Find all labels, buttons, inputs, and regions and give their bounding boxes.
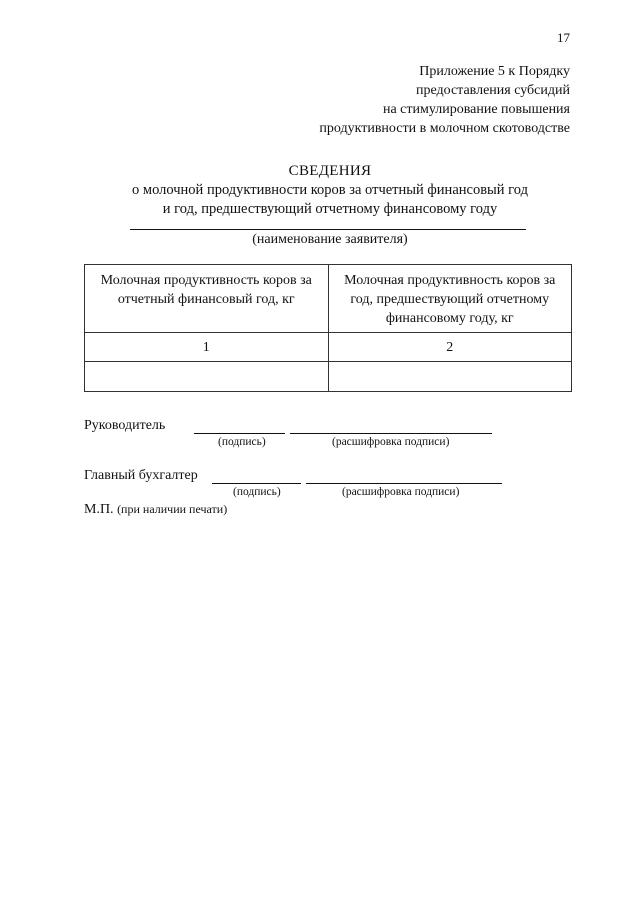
column-header-previous-year: Молочная продуктивность коров за год, предшествующий отчетному финансовому году, кг xyxy=(328,265,572,333)
column-number-1: 1 xyxy=(85,333,329,362)
document-title: СВЕДЕНИЯ xyxy=(288,163,372,179)
stamp-placeholder xyxy=(84,502,227,518)
applicant-caption: (наименование заявителя) xyxy=(252,232,408,247)
accountant-decryption-line[interactable] xyxy=(306,483,502,484)
appendix-line: на стимулирование повышения xyxy=(382,102,570,117)
table-header-row xyxy=(85,265,572,333)
document-title-block xyxy=(80,162,580,219)
column-number-2: 2 xyxy=(328,333,572,362)
head-decryption-line[interactable] xyxy=(290,433,492,434)
accountant-signature-caption: (подпись) xyxy=(233,486,281,498)
previous-year-value-cell[interactable] xyxy=(328,362,572,392)
appendix-reference xyxy=(250,62,570,138)
stamp-note: (при наличии печати) xyxy=(117,502,228,516)
accountant-decryption-caption: (расшифровка подписи) xyxy=(342,486,460,498)
table-column-numbers-row xyxy=(85,333,572,362)
column-header-reporting-year: Молочная продуктивность коров за отчетный финансовый год, кг xyxy=(85,265,329,333)
stamp-label: М.П. xyxy=(84,502,114,517)
document-subtitle-line-2: и год, предшествующий отчетному финансовому году xyxy=(162,201,498,217)
milk-productivity-table xyxy=(84,264,572,392)
reporting-year-value-cell[interactable] xyxy=(85,362,329,392)
accountant-signature-line[interactable] xyxy=(212,483,301,484)
appendix-line: предоставления субсидий xyxy=(415,83,570,98)
head-label: Руководитель xyxy=(84,418,166,433)
table-row xyxy=(85,362,572,392)
head-signature-caption: (подпись) xyxy=(218,436,266,448)
applicant-name-field[interactable] xyxy=(130,229,526,230)
appendix-line: продуктивности в молочном скотоводстве xyxy=(319,121,570,136)
page-number: 17 xyxy=(557,30,570,45)
chief-accountant-label: Главный бухгалтер xyxy=(84,468,198,483)
document-subtitle-line-1: о молочной продуктивности коров за отчетный финансовый год xyxy=(132,182,528,198)
head-signature-line[interactable] xyxy=(194,433,285,434)
head-decryption-caption: (расшифровка подписи) xyxy=(332,436,450,448)
appendix-line: Приложение 5 к Порядку xyxy=(419,64,570,79)
